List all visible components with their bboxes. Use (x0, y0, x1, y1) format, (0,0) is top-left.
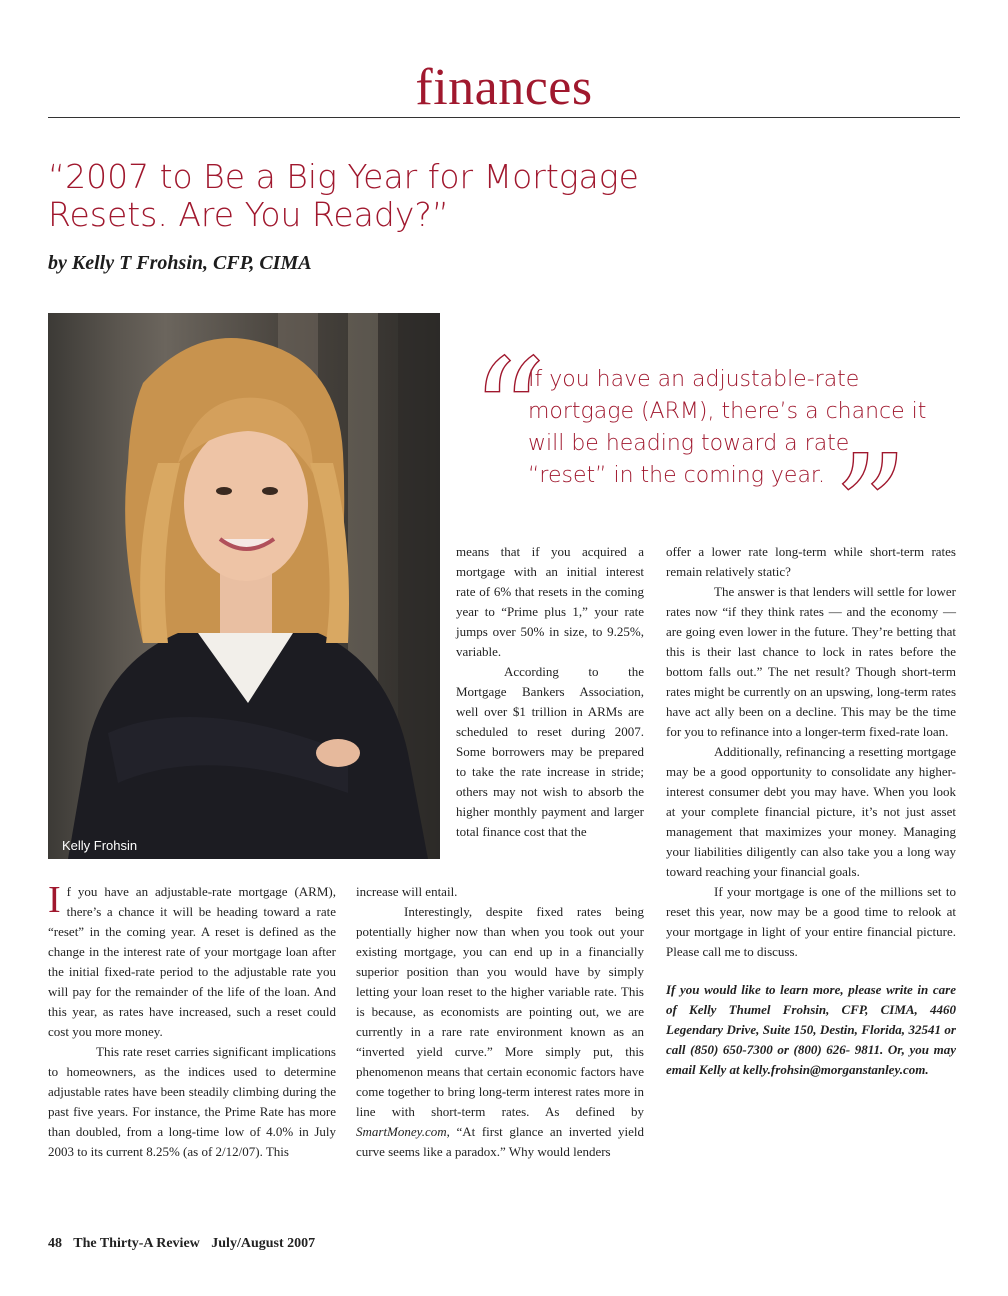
body-paragraph: This rate reset carries significant implications to homeowners, as the indices used to determine adjustable rates have been steadily climbing during the past five years. For instance, the Prime Rate has more than doubled, from a long-time low of 4.0% in July 2003 to its current 8.25% (as of 2/12/07). This (48, 1044, 336, 1159)
header-rule (48, 117, 960, 118)
body-paragraph: means that if you acquired a mortgage with an initial interest rate of 6% that resets in the coming year to “Prime plus 1,” your rate jumps over 50% in size, to 9.25%, variable. (456, 544, 644, 659)
author-photo-illustration (48, 313, 440, 859)
body-paragraph: If your mortgage is one of the millions set to reset this year, now may be a good time to relook at your mortgage in light of your entire financial picture. Please call me to discuss. (666, 884, 956, 959)
body-column-2-bottom (356, 882, 644, 1162)
body-paragraph (356, 902, 644, 1162)
body-column-1 (48, 879, 336, 1162)
body-paragraph (48, 879, 336, 1042)
photo-caption: Kelly Frohsin (62, 838, 138, 853)
body-paragraph: The answer is that lenders will settle for lower rates now “if they think rates — and the economy — are going even lower in the future. They’re betting that this is their last chance to lock in rates before the bottom falls out.” The net result? Though short-term rates might be currently on an upswing, long-term rates have act ally been on a decline. This may be the time for you to refinance into a longer-term fixed-rate loan. (666, 584, 956, 739)
body-column-3 (666, 542, 956, 1080)
page-footer (48, 1236, 323, 1252)
drop-cap: I (48, 879, 61, 921)
author-photo (48, 313, 440, 859)
body-paragraph: increase will entail. (356, 884, 458, 899)
paragraph-text: Interestingly, despite fixed rates being potentially higher now than when you took out your existing mortgage, you can end up in a financially superior position than you would have by simply letting your loan reset to the higher variable rate. This is because, as economists are pointing out, we are currently in a rare rate environment known as an “inverted yield curve.” More simply put, this phenomenon means that certain economic factors have come together to bring long-term interest rates more in line with short-term rates. As defined by (356, 904, 644, 1119)
pull-quote-close-mark: ” (832, 424, 909, 598)
body-paragraph: Additionally, refinancing a resetting mortgage may be a good opportunity to consolidate any higher-interest consumer debt you may have. When you look at your complete financial picture, it’s not just asset management that maximizes your money. Managing your liabilities diligently can also take you a long way toward reaching your financial goals. (666, 744, 956, 879)
paragraph-text: , “At first glance an inverted yield curve seems like a paradox.” Why would lenders (356, 1124, 644, 1159)
body-column-2-top (456, 542, 644, 842)
byline: by Kelly T Frohsin, CFP, CIMA (48, 252, 312, 274)
pull-quote-open-mark: “ (470, 328, 547, 502)
pull-quote: If you have an adjustable-rate mortgage (ARM), there’s a chance it will be heading toward a rate “reset” in the coming year. (528, 367, 927, 488)
publication-name: The Thirty-A Review (73, 1236, 200, 1251)
page-number: 48 (48, 1236, 62, 1251)
source-name: SmartMoney.com (356, 1124, 447, 1139)
paragraph-text: f you have an adjustable-rate mortgage (ARM), there’s a chance it will be heading toward a rate “reset” in the coming year. A reset is defined as the change in the interest rate of your mortgage loan after the initial fixed-rate period to the adjustable rate you will pay for the remainder of the life of the loan. And this year, as rates have increased, such a reset could cost you more money. (48, 884, 336, 1039)
body-paragraph: According to the Mortgage Bankers Association, well over $1 trillion in ARMs are scheduled to reset during 2007. Some borrowers may be prepared to take the rate increase in stride; others may not wish to absorb the higher monthly payment and larger total finance cost that the (456, 664, 644, 839)
article-headline: “2007 to Be a Big Year for Mortgage Resets. Are You Ready?” (48, 157, 639, 234)
section-title: finances (415, 59, 593, 116)
issue-date: July/August 2007 (211, 1236, 316, 1251)
contact-info: If you would like to learn more, please write in care of Kelly Thumel Frohsin, CFP, CIMA, 4460 Legendary Drive, Suite 150, Destin, Florida, 32541 or call (850) 650-7300 or (800) 626- 9811. Or, you may email Kelly at kelly.frohsin@morganstanley.com. (666, 982, 956, 1077)
body-paragraph: offer a lower rate long-term while short-term rates remain relatively static? (666, 544, 956, 579)
